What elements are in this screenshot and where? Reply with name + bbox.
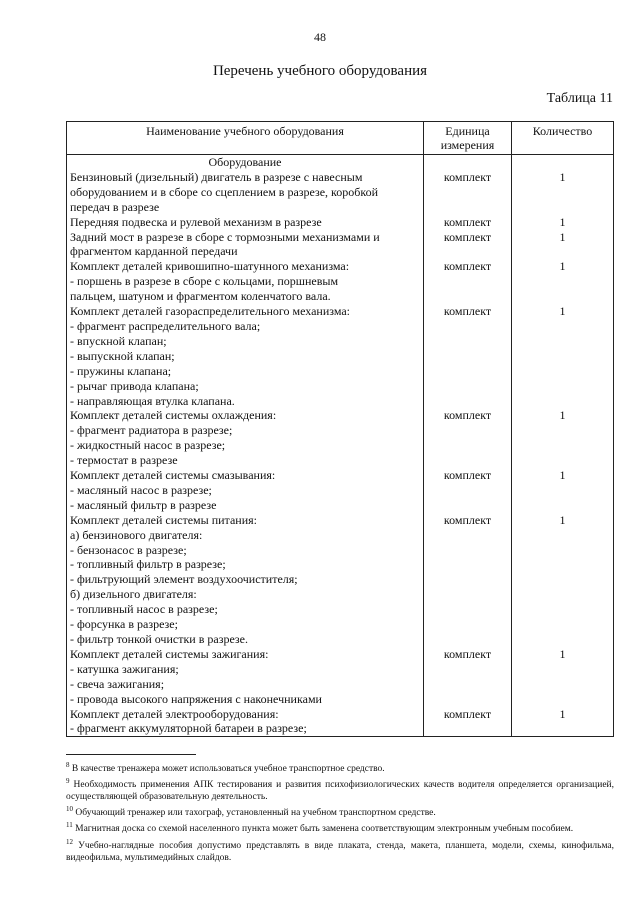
footnote-number: 10	[66, 805, 73, 814]
unit-of-measure: комплект	[424, 647, 512, 707]
equipment-line: - бензонасос в разрезе;	[70, 542, 187, 557]
header-quantity: Количество	[512, 122, 614, 155]
quantity: 1	[512, 707, 614, 737]
equipment-line: Передняя подвеска и рулевой механизм в разрезе	[70, 214, 322, 229]
table-row	[67, 707, 614, 737]
equipment-name	[67, 647, 424, 707]
equipment-line: - фрагмент распределительного вала;	[70, 318, 261, 333]
equipment-line: - фрагмент аккумуляторной батареи в разрезе;	[70, 721, 307, 736]
equipment-line: оборудованием и в сборе со сцеплением в разрезе, коробкой	[70, 184, 379, 199]
quantity: 1	[512, 259, 614, 304]
equipment-line: Бензиновый (дизельный) двигатель в разрезе с навесным	[70, 169, 363, 184]
table-row	[67, 408, 614, 468]
equipment-line: пальцем, шатуном и фрагментом коленчатого вала.	[70, 289, 331, 304]
equipment-line: - направляющая втулка клапана.	[70, 393, 235, 408]
document-title: Перечень учебного оборудования	[212, 63, 428, 79]
unit-of-measure: комплект	[424, 215, 512, 230]
equipment-line: Комплект деталей системы охлаждения:	[70, 408, 277, 423]
equipment-line: - впускной клапан;	[70, 333, 167, 348]
unit-of-measure: комплект	[424, 707, 512, 737]
unit-of-measure: комплект	[424, 230, 512, 260]
equipment-name	[67, 513, 424, 647]
equipment-name	[67, 304, 424, 408]
unit-of-measure: комплект	[424, 170, 512, 215]
equipment-line: - фрагмент радиатора в разрезе;	[70, 423, 233, 438]
equipment-line: - фильтрующий элемент воздухоочистителя;	[70, 572, 298, 587]
section-heading: Оборудование	[67, 155, 424, 170]
table-header-row	[67, 122, 614, 155]
equipment-line: - жидкостный насос в разрезе;	[70, 438, 226, 453]
section-row	[67, 155, 614, 170]
equipment-name	[67, 468, 424, 513]
table-row	[67, 304, 614, 408]
table-row	[67, 513, 614, 647]
unit-of-measure: комплект	[424, 408, 512, 468]
equipment-line: - поршень в разрезе в сборе с кольцами, поршневым	[70, 274, 339, 289]
unit-of-measure: комплект	[424, 259, 512, 304]
equipment-line: передач в разрезе	[70, 199, 160, 214]
equipment-line: Комплект деталей системы питания:	[70, 512, 257, 527]
quantity: 1	[512, 513, 614, 647]
equipment-line: Комплект деталей кривошипно-шатунного механизма:	[70, 259, 350, 274]
footnote	[66, 803, 614, 819]
quantity: 1	[512, 304, 614, 408]
footnote-number: 9	[66, 777, 70, 786]
footnote	[66, 775, 614, 803]
equipment-line: Задний мост в разрезе в сборе с тормозными механизмами и	[70, 229, 380, 244]
unit-of-measure: комплект	[424, 304, 512, 408]
footnote-list	[66, 759, 614, 864]
quantity: 1	[512, 215, 614, 230]
equipment-name	[67, 170, 424, 215]
equipment-line: - пружины клапана;	[70, 363, 172, 378]
unit-of-measure: комплект	[424, 468, 512, 513]
quantity: 1	[512, 408, 614, 468]
equipment-name	[67, 230, 424, 260]
equipment-line: - рычаг привода клапана;	[70, 378, 199, 393]
table-row	[67, 215, 614, 230]
footnote-separator	[66, 754, 196, 755]
equipment-line: Комплект деталей газораспределительного механизма:	[70, 304, 351, 319]
equipment-line: - масляный фильтр в разрезе	[70, 497, 217, 512]
footnote-text: Магнитная доска со схемой населенного пункта может быть заменена соответствующим электронным учебным пособием.	[75, 824, 574, 835]
header-unit: Единица измерения	[424, 122, 512, 155]
equipment-line: - выпускной клапан;	[70, 348, 175, 363]
equipment-line: - топливный насос в разрезе;	[70, 602, 218, 617]
equipment-name	[67, 215, 424, 230]
equipment-line: Комплект деталей системы смазывания:	[70, 468, 276, 483]
footnote-number: 12	[66, 837, 73, 846]
quantity: 1	[512, 647, 614, 707]
equipment-line: - фильтр тонкой очистки в разрезе.	[70, 632, 248, 646]
equipment-line: Комплект деталей электрооборудования:	[70, 706, 279, 721]
footnote-text: В качестве тренажера может использоваться учебное транспортное средство.	[71, 764, 385, 775]
equipment-name	[67, 259, 424, 304]
equipment-line: фрагментом карданной передачи	[70, 244, 238, 259]
equipment-line: Комплект деталей системы зажигания:	[70, 646, 269, 661]
equipment-line: - свеча зажигания;	[70, 676, 165, 691]
table-row	[67, 468, 614, 513]
footnote	[66, 819, 614, 835]
unit-of-measure: комплект	[424, 513, 512, 647]
equipment-line: - провода высокого напряжения с наконечниками	[70, 691, 322, 706]
footnotes	[66, 754, 614, 864]
equipment-line: - форсунка в разрезе;	[70, 617, 178, 632]
table-row	[67, 230, 614, 260]
equipment-name	[67, 408, 424, 468]
footnote-text: Учебно-наглядные пособия допустимо представлять в виде плаката, стенда, макета, планшета, модели, схемы, кинофильма, видеофильма, мультимедийных слайдов.	[66, 840, 615, 863]
quantity: 1	[512, 170, 614, 215]
quantity: 1	[512, 468, 614, 513]
table-label: Таблица 11	[546, 91, 613, 106]
table-row	[67, 259, 614, 304]
equipment-line: б) дизельного двигателя:	[70, 587, 197, 602]
footnote	[66, 836, 614, 864]
equipment-name	[67, 707, 424, 737]
equipment-line: - масляный насос в разрезе;	[70, 482, 212, 497]
footnote-text: Обучающий тренажер или тахограф, установленный на учебном транспортном средстве.	[75, 808, 436, 819]
equipment-table	[66, 121, 614, 737]
page-number: 48	[314, 30, 326, 44]
header-name: Наименование учебного оборудования	[67, 122, 424, 155]
equipment-line: а) бензинового двигателя:	[70, 527, 203, 542]
table-row	[67, 647, 614, 707]
table-row	[67, 170, 614, 215]
footnote	[66, 759, 614, 775]
footnote-number: 11	[66, 821, 73, 830]
equipment-line: - топливный фильтр в разрезе;	[70, 557, 226, 572]
equipment-line: - термостат в разрезе	[70, 453, 178, 468]
equipment-line: - катушка зажигания;	[70, 661, 179, 676]
footnote-number: 8	[66, 761, 70, 769]
quantity: 1	[512, 230, 614, 260]
footnote-text: Необходимость применения АПК тестирования и развития психофизиологических качеств водителя определяется организацией, осуществляющей образовательную деятельность.	[66, 780, 615, 803]
